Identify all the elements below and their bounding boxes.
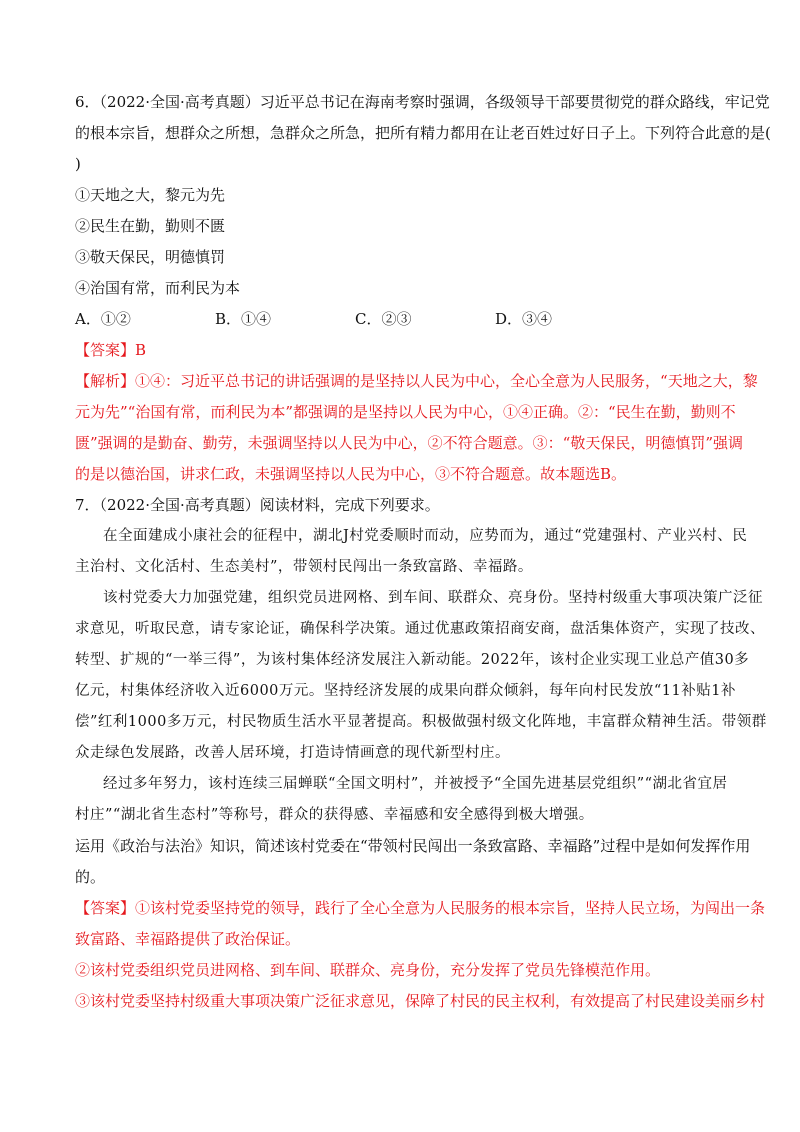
q6-choice-b: B．①④ (215, 310, 272, 328)
q6-stem-line-3: ) (75, 155, 81, 173)
q6-analysis-text-1: ①④：习近平总书记的讲话强调的是坚持以人民为中心，全心全意为人民服务，“天地之大，黎 (135, 372, 758, 390)
q6-analysis-label: 【解析】 (75, 372, 136, 390)
question-page (75, 92, 771, 1011)
q6-answer (75, 340, 735, 360)
q7-material-line-2: 主治村、文化活村、生态美村”，带领村民闯出一条致富路、幸福路。 (75, 559, 533, 575)
q7-task-line-1: 运用《政治与法治》知识，简述该村党委在“带领村民闯出一条致富路、幸福路”过程中是如何发挥作用 (75, 837, 751, 855)
q6-choice-d: D．③④ (495, 310, 553, 328)
q7-material-line-10: 村庄”“湖北省生态村”等称号，群众的获得感、幸福感和安全感得到极大增强。 (75, 807, 594, 823)
q6-choice-a: A．①② (75, 310, 131, 328)
q7-material-line-6: 亿元，村集体经济收入近6000万元。坚持经济发展的成果向群众倾斜，每年向村民发放“11补贴1补 (75, 683, 736, 699)
q7-answer-text-1: ①该村党委坚持党的领导，践行了全心全意为人民服务的根本宗旨，坚持人民立场，为闯出一条 (135, 899, 766, 917)
q7-task-line-2: 的。 (75, 868, 106, 886)
q6-item-1: ①天地之大，黎元为先 (75, 186, 226, 204)
q7-answer-line-4: ③该村党委坚持村级重大事项决策广泛征求意见，保障了村民的民主权利，有效提高了村民建设美丽乡村 (75, 992, 766, 1010)
q7-material-line-3: 该村党委大力加强党建，组织党员进网格、到车间、联群众、亮身份。坚持村级重大事项决策广泛征 (103, 590, 763, 606)
q7-stem: 7．（2022·全国·高考真题）阅读材料，完成下列要求。 (75, 496, 440, 514)
q6-analysis-line-2: 元为先”“治国有常，而利民为本”都强调的是坚持以人民为中心，①④正确。②：“民生在勤，勤则不 (75, 403, 736, 421)
q7-material-line-1: 在全面建成小康社会的征程中，湖北J村党委顺时而动，应势而为，通过“党建强村、产业兴村、民 (103, 528, 748, 544)
q7-answer-line-2: 致富路、幸福路提供了政治保证。 (75, 930, 301, 948)
q6-answer-value: B (135, 341, 147, 359)
q7-answer-line-1 (75, 898, 766, 918)
q6-analysis-line-3: 匮”强调的是勤奋、勤劳，未强调坚持以人民为中心，②不符合题意。③：“敬天保民，明德慎罚”强调 (75, 434, 744, 452)
q7-answer-line-3: ②该村党委组织党员进网格、到车间、联群众、亮身份，充分发挥了党员先锋模范作用。 (75, 961, 661, 979)
q6-item-4: ④治国有常，而利民为本 (75, 279, 241, 297)
q6-analysis-line-1 (75, 371, 758, 391)
q7-material-line-8: 众走绿色发展路，改善人居环境，打造诗情画意的现代新型村庄。 (75, 745, 510, 761)
q7-material-line-7: 偿”红利1000多万元，村民物质生活水平显著提高。积极做强村级文化阵地，丰富群众精神生活。带领群 (75, 714, 767, 730)
q7-material-line-9: 经过多年努力，该村连续三届蝉联“全国文明村”，并被授予“全国先进基层党组织”“湖北省宜居 (103, 776, 728, 792)
q6-stem-line-1: 6．（2022·全国·高考真题）习近平总书记在海南考察时强调，各级领导干部要贯彻党的群众路线，牢记党 (75, 93, 770, 111)
q6-item-2: ②民生在勤，勤则不匮 (75, 217, 226, 235)
q6-item-3: ③敬天保民，明德慎罚 (75, 248, 226, 266)
q6-choice-c: C．②③ (355, 310, 412, 328)
q6-choices (75, 309, 735, 329)
q6-analysis-line-4: 的是以德治国，讲求仁政，未强调坚持以人民为中心，③不符合题意。故本题选B。 (75, 465, 627, 483)
q7-answer-label: 【答案】 (75, 899, 136, 917)
q7-material-line-4: 求意见，听取民意，请专家论证，确保科学决策。通过优惠政策招商安商，盘活集体资产，实现了技改、 (75, 621, 765, 637)
q7-material-line-5: 转型、扩规的“一举三得”，为该村集体经济发展注入新动能。2022年，该村企业实现工业总产值30多 (75, 652, 750, 668)
q6-stem-line-2: 的根本宗旨，想群众之所想，急群众之所急，把所有精力都用在让老百姓过好日子上。下列符合此意的是( (75, 124, 771, 142)
q6-answer-label: 【答案】 (75, 341, 136, 359)
